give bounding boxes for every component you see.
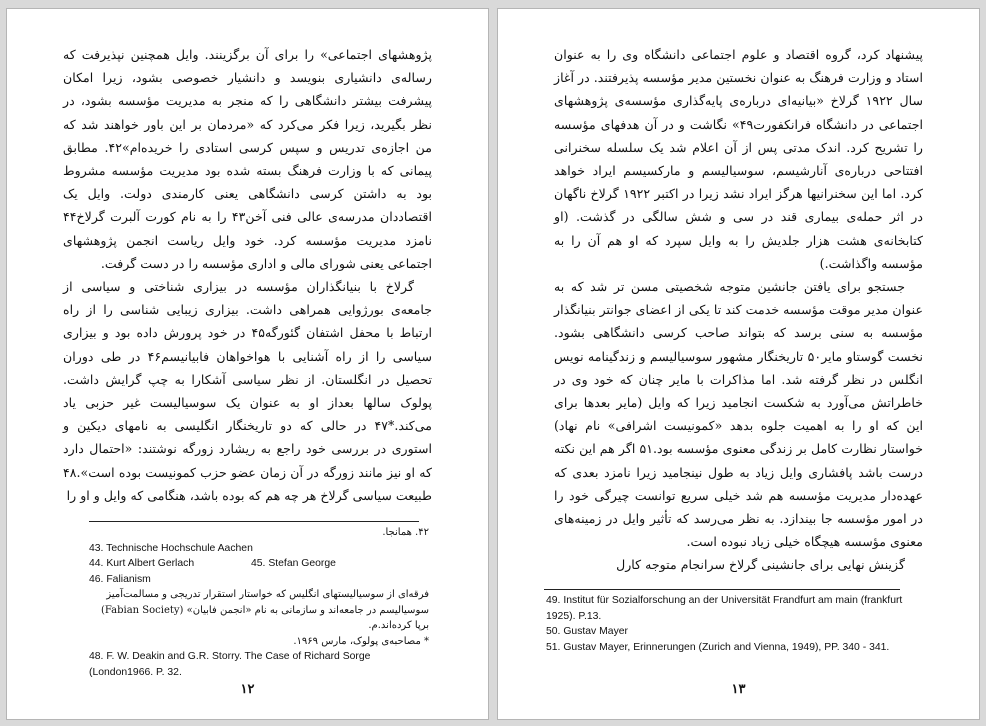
footnote-48: 48. F. W. Deakin and G.R. Storry. The Case of Richard Sorge (London1966. P. 32.: [89, 651, 371, 678]
footnote-row-44-45: [89, 556, 429, 572]
footnote-46-explanation: فرقه‌ای از سوسیالیستهای انگلیس که خواستار استقرار تدریجی و مسالمت‌آمیز سوسیالیسم در جامعه‌اند و سازمانی به نام «انجمن فابیان» (Fabian Society) برپا کرده‌اند.م.: [100, 589, 429, 631]
footnote-50: 50. Gustav Mayer: [546, 626, 629, 637]
right-footnotes: [546, 593, 908, 655]
footnote-42: ۴۲. همانجا.: [382, 527, 429, 538]
left-page: [6, 8, 489, 720]
page-number-right: ۱۳: [731, 682, 746, 697]
right-paragraph-3: گزینش نهایی برای جانشینی گرلاخ سرانجام متوجه کارل: [616, 557, 905, 573]
right-body-text: [498, 43, 979, 577]
footnote-divider: [89, 521, 419, 522]
left-body-text: [7, 43, 488, 507]
footnote-47: * مصاحبه‌ی پولوک، مارس ۱۹۶۹.: [293, 635, 429, 647]
footnote-divider: [544, 589, 900, 590]
right-page: [497, 8, 980, 720]
footnote-51: 51. Gustav Mayer, Erinnerungen (Zurich and Vienna, 1949), PP. 340 - 341.: [546, 641, 890, 653]
right-paragraph-1: پیشنهاد کرد، گروه اقتصاد و علوم اجتماعی دانشگاه وی را به عنوان استاد و وزارت فرهنگ به عنوان نخستین مدیر مؤسسه پذیرفتند. در آغاز سال ۱۹۲۲ گرلاخ «بیانیه‌ای درباره‌ی پایه‌گذاری مؤسسه‌ی پژوهشهای اجتماعی در دانشگاه فرانکفورت۴۹» نگاشت و در آن هدفهای مؤسسه را تشریح کرد. اندک مدتی پس از آن اعلام شد یک سلسله سخنرانی افتتاحی درباره‌ی آنارشیسم، سوسیالیسم و مارکسیسم ایراد خواهد کرد. اما این سخنرانیها هرگز ایراد نشد زیرا در اکتبر ۱۹۲۲ گرلاخ ناگهان در اثر حمله‌ی بیماری قند در سی و شش سالگی در گذشت. (او کتابخانه‌ی هشت هزار جلدیش را به وایل سپرد که او هم آن را به مؤسسه واگذاشت.): [554, 47, 924, 271]
left-paragraph-2: گرلاخ با بنیانگذاران مؤسسه در بیزاری شناختی و سیاسی از جامعه‌ی بورژوایی همراهی داشت. بیزاری زیبایی شناسی را از راه ارتباط با محفل اشتفان گئورگه۴۵ در خود پرورش داده بود و بیزاری سیاسی را از راه آشنایی با هواخواهان فابیانیسم۴۶ در طی دوران تحصیل در انگلستان. از نظر سیاسی آشکارا به چپ گرایش داشت. پولوک سالها بعداز او به عنوان یک سوسیالیست غیر حزبی یاد می‌کند.*۴۷ در حالی که دو تاریخنگار انگلیسی به نامهای دیکین و استوری در بررسی خود راجع به ریشارد زورگه نوشتند: «احتمال دارد که او نیز مانند زورگه در آن زمان عضو حزب کمونیست بوده است».۴۸ طبیعت سیاسی گرلاخ هر چه هم که بوده باشد، هنگامی که وایل و او را: [63, 279, 432, 503]
footnote-45: 45. Stefan George: [251, 558, 336, 569]
right-paragraph-2: جستجو برای یافتن جانشین متوجه شخصیتی مسن تر شد که به عنوان مدیر موقت مؤسسه خدمت کند تا یکی از اعضای جوانتر بنیانگذار مؤسسه به سنی برسد که بتواند صاحب کرسی دانشگاهی بشود. نخست گوستاو مایر۵۰ تاریخنگار مشهور سوسیالیسم و زندگینامه نویس انگلس در نظر گرفته شد. اما مذاکرات با مایر چنان که خود وی در خاطراتش می‌آورد به شکست انجامید زیرا که وایل (مایر بعدها برای این که او را به اهمیت جلوه بدهد «کمونیست اشرافی» نام نهاد) خواستار نظارت کامل بر زندگی معنوی مؤسسه بود.۵۱ اگر هم این نکته درست باشد پافشاری وایل زیاد به طول نینجامید زیرا نامزد بعدی که عهده‌دار مدیریت مؤسسه هم شد خیلی سریع توانست چیرگی خود را در امور مؤسسه جا بیندازد. به نظر می‌رسد که تأثیر وایل در زمینه‌های معنوی مؤسسه هیچگاه خیلی زیاد نبوده است.: [554, 279, 923, 550]
footnote-49: 49. Institut für Sozialforschung an der Universität Frandfurt am main (frankfurt 1925). P.13.: [546, 595, 903, 622]
footnote-46: 46. Falianism: [89, 573, 151, 585]
page-number-left: ۱۲: [240, 682, 255, 697]
footnote-44: 44. Kurt Albert Gerlach: [89, 558, 195, 569]
left-paragraph-1: پژوهشهای اجتماعی» را برای آن برگزینند. وایل همچنین نپذیرفت که رساله‌ی دانشیاری بنویسد و دانشیار خصوصی بشود، زیرا امکان پیشرفت بیشتر دانشگاهی را که منجر به مدیریت مؤسسه بشود، در نظر بگیرید، زیرا فکر می‌کرد که «مردمان بر این باور خواهند شد که من اجازه‌ی تدریس و سپس کرسی استادی را خریده‌ام»۴۲. مطابق پیمانی که با وزارت فرهنگ بسته شده بود مدیریت مؤسسه مشروط بود به داشتن کرسی دانشگاهی یعنی کارمندی دولت. وایل یک اقتصاددان مدرسه‌ی عالی فنی آخن۴۳ را به نام کورت آلبرت گرلاخ۴۴ نامزد مدیریت مؤسسه کرد. خود وایل ریاست انجمن پژوهشهای اجتماعی یعنی شورای مالی و اداری مؤسسه را در دست گرفت.: [63, 47, 432, 271]
left-footnotes: [89, 525, 429, 680]
footnote-43: 43. Technische Hochschule Aachen: [89, 542, 253, 554]
